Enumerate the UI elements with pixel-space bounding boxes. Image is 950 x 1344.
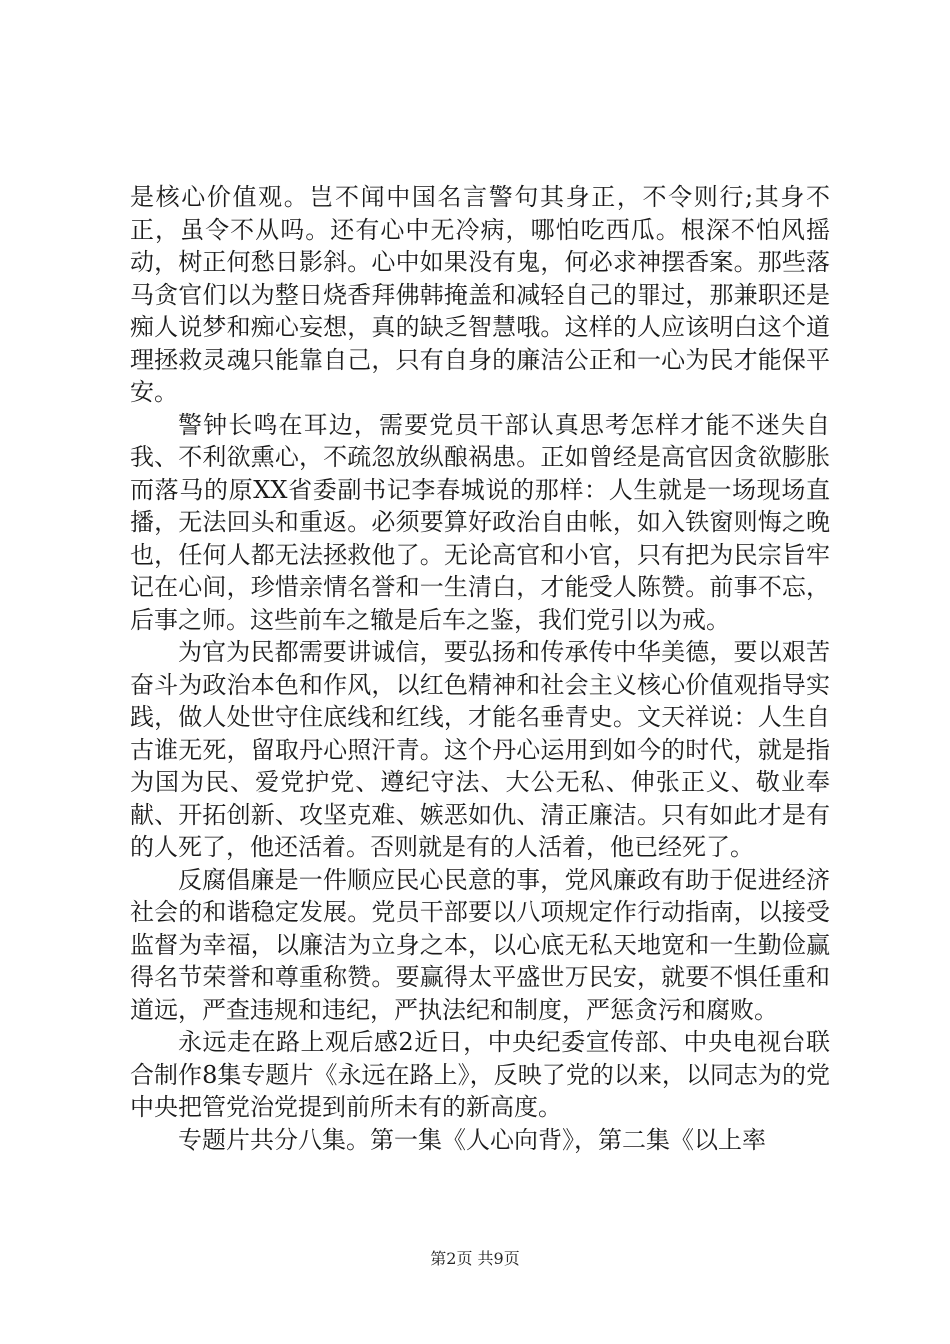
paragraph: 警钟长鸣在耳边，需要党员干部认真思考怎样才能不迷失自我、不利欲熏心，不疏忽放纵酿祸患。正如曾经是高官因贪欲膨胀而落马的原XX省委副书记李春城说的那样：人生就是一场现场直播，无法回头和重返。必须要算好政治自由帐，如入铁窗则悔之晚也，任何人都无法拯救他了。无论高官和小官，只有把为民宗旨牢记在心间，珍惜亲情名誉和一生清白，才能受人陈赞。前事不忘，后事之师。这些前车之辙是后车之鉴，我们党引以为戒。 — [130, 410, 830, 634]
page-number-footer: 第2页 共9页 — [430, 1249, 520, 1268]
document-body — [130, 181, 830, 1156]
paragraph: 是核心价值观。岂不闻中国名言警句其身正，不令则行;其身不正，虽令不从吗。还有心中无冷病，哪怕吃西瓜。根深不怕风摇动，树正何愁日影斜。心中如果没有鬼，何必求神摆香案。那些落马贪官们以为整日烧香拜佛韩掩盖和减轻自己的罪过，那兼职还是痴人说梦和痴心妄想，真的缺乏智慧哦。这样的人应该明白这个道理拯救灵魂只能靠自己，只有自身的廉洁公正和一心为民才能保平安。 — [130, 183, 830, 406]
paragraph: 专题片共分八集。第一集《人心向背》，第二集《以上率 — [178, 1125, 766, 1154]
paragraph: 为官为民都需要讲诚信，要弘扬和传承传中华美德，要以艰苦奋斗为政治本色和作风，以红色精神和社会主义核心价值观指导实践，做人处世守住底线和红线，才能名垂青史。文天祥说：人生自古谁无死，留取丹心照汗青。这个丹心运用到如今的时代，就是指为国为民、爱党护党、遵纪守法、大公无私、伸张正义、敬业奉献、开拓创新、攻坚克难、嫉恶如仇、清正廉洁。只有如此才是有的人死了，他还活着。否则就是有的人活着，他已经死了。 — [130, 638, 830, 861]
paragraph: 反腐倡廉是一件顺应民心民意的事，党风廉政有助于促进经济社会的和谐稳定发展。党员干部要以八项规定作行动指南，以接受监督为幸福，以廉洁为立身之本，以心底无私天地宽和一生勤俭赢得名节荣誉和尊重称赞。要赢得太平盛世万民安，就要不惧任重和道远，严查违规和违纪，严执法纪和制度，严惩贪污和腐败。 — [130, 865, 830, 1024]
paragraph: 永远走在路上观后感2近日，中央纪委宣传部、中央电视台联合制作8集专题片《永远在路上》，反映了党的以来，以同志为的党中央把管党治党提到前所未有的新高度。 — [130, 1028, 830, 1121]
